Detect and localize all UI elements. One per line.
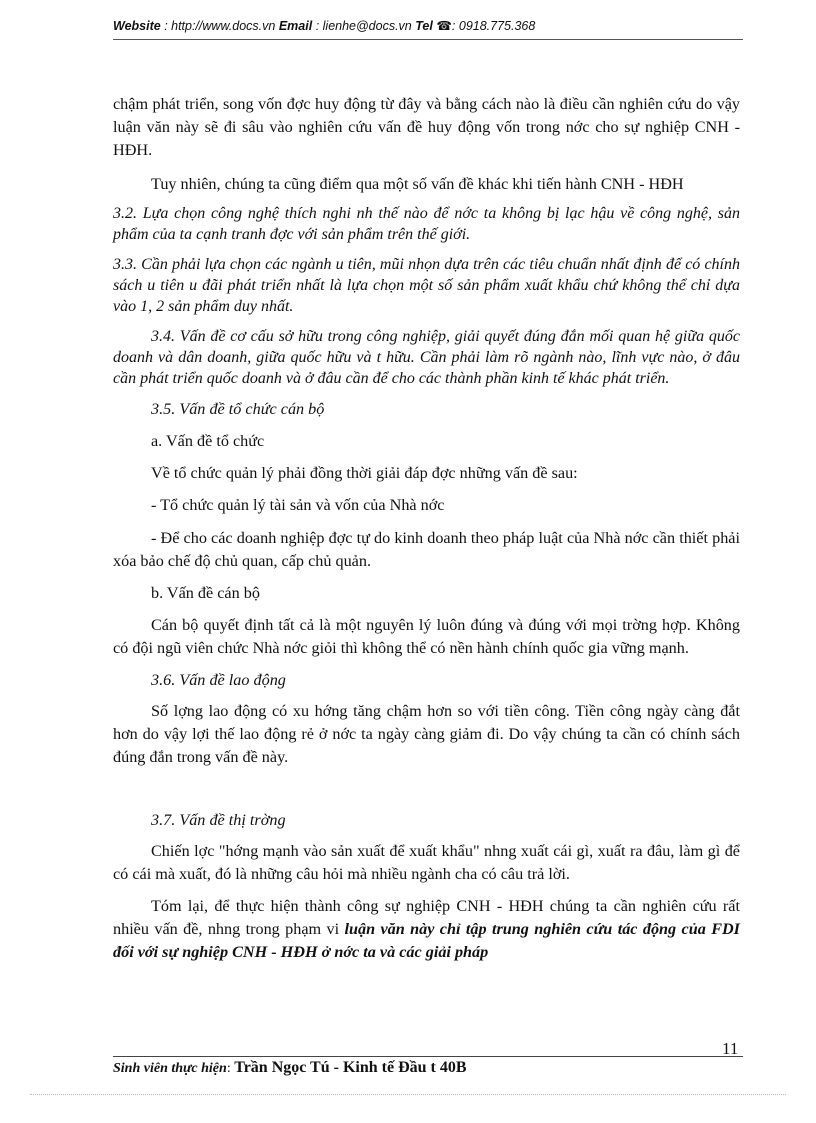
- author-separator: :: [226, 1061, 235, 1076]
- paragraph-staff: Cán bộ quyết định tất cả là một nguyên lý luôn đúng và đúng với mọi trờng hợp. Không có đội ngũ viên chức Nhà nớc giỏi thì không thể có nền hành chính quốc gia vững mạnh.: [113, 616, 740, 658]
- paragraph-intro: chậm phát triển, song vốn đợc huy động từ đây và bằng cách nào là điều cần nghiên cứu do vậy luận văn này sẽ đi sâu vào nghiên cứu vấn đề huy động vốn trong nớc cho sự nghiệp CNH - HĐH.: [113, 95, 740, 160]
- paragraph-market: Chiến lợc "hớng mạnh vào sản xuất để xuất khẩu" nhng xuất cái gì, xuất ra đâu, làm gì để có cái mà xuất, đó là những câu hỏi mà nhiều ngành cha có câu trả lời.: [113, 841, 740, 883]
- author-label: Sinh viên thực hiện: [113, 1061, 227, 1076]
- section-3-7-heading: 3.7. Vấn đề thị trờng: [151, 811, 286, 830]
- paragraph-labor: Số lợng lao động có xu hớng tăng chậm hơn so với tiền công. Tiền công ngày càng đắt hơn do vậy lợi thế lao động rẻ ở nớc ta ngày càng giảm đi. Do vậy chúng ta cần có chính sách đúng đắn trong vấn đề này.: [113, 701, 740, 767]
- section-3-3: 3.3. Cần phải lựa chọn các ngành u tiên, mũi nhọn dựa trên các tiêu chuẩn nhất định để có chính sách u tiên u đãi phát triển nhất là lựa chọn một số sản phẩm xuất khẩu chứ không thể chỉ dựa vào 1, 2 sản phẩm duy nhất.: [113, 255, 740, 315]
- document-body: [113, 93, 740, 965]
- section-3-6-heading: 3.6. Vấn đề lao động: [151, 670, 286, 689]
- subsection-b-heading: b. Vấn đề cán bộ: [151, 584, 260, 603]
- header-divider: [113, 39, 743, 40]
- email-label: Email: [278, 19, 313, 33]
- phone-icon: ☎: [436, 19, 452, 33]
- tel-label: Tel: [415, 19, 433, 33]
- paragraph-overview: Tuy nhiên, chúng ta cũng điểm qua một số vấn đề khác khi tiến hành CNH - HĐH: [151, 174, 684, 193]
- website-label: Website: [113, 19, 161, 33]
- section-3-5-heading: 3.5. Vấn đề tổ chức cán bộ: [151, 399, 325, 418]
- paragraph-organization: Về tổ chức quản lý phải đồng thời giải đáp đợc những vấn đề sau:: [151, 464, 578, 483]
- page-header: [113, 18, 743, 33]
- subsection-a-heading: a. Vấn đề tổ chức: [151, 432, 265, 451]
- footer-divider: [113, 1056, 743, 1057]
- summary-text: Tóm lại, để thực hiện thành công sự nghiệp CNH - HĐH chúng ta cần nghiên cứu rất nhiều vấn đề, nhng trong phạm vi: [113, 897, 740, 939]
- page-number: 11: [722, 1039, 739, 1058]
- section-3-2: 3.2. Lựa chọn công nghệ thích nghi nh thế nào để nớc ta không bị lạc hậu về công nghệ, sản phẩm của ta cạnh tranh đợc với sản phẩm trên thế giới.: [113, 204, 740, 243]
- section-3-4: 3.4. Vấn đề cơ cấu sở hữu trong công nghiệp, giải quyết đúng đắn mối quan hệ giữa quốc doanh và dân doanh, giữa quốc hữu và t hữu. Cần phải làm rõ ngành nào, lĩnh vực nào, ở đâu cần phát triển quốc doanh và ở đâu cần để cho các thành phần kinh tế khác phát triển.: [113, 327, 740, 387]
- list-item-assets: - Tổ chức quản lý tài sản và vốn của Nhà nớc: [151, 496, 445, 515]
- summary-emphasis: luận văn này chỉ tập trung nghiên cứu tác động của FDI đối với sự nghiệp CNH - HĐH ở nớc ta và các giải pháp: [113, 920, 740, 962]
- author-name: Trần Ngọc Tú - Kinh tế Đầu t 40B: [234, 1059, 467, 1076]
- list-item-enterprises: - Để cho các doanh nghiệp đợc tự do kinh doanh theo pháp luật của Nhà nớc cần thiết phải xóa bảo chế độ chủ quan, cấp chủ quản.: [113, 528, 740, 570]
- email-link[interactable]: : lienhe@docs.vn: [315, 19, 412, 33]
- paragraph-summary: [113, 895, 740, 965]
- website-link[interactable]: : http://www.docs.vn: [164, 19, 276, 33]
- page-footer: [113, 1059, 467, 1077]
- tel-value: : 0918.775.368: [451, 19, 536, 33]
- page-edge-divider: [30, 1094, 786, 1095]
